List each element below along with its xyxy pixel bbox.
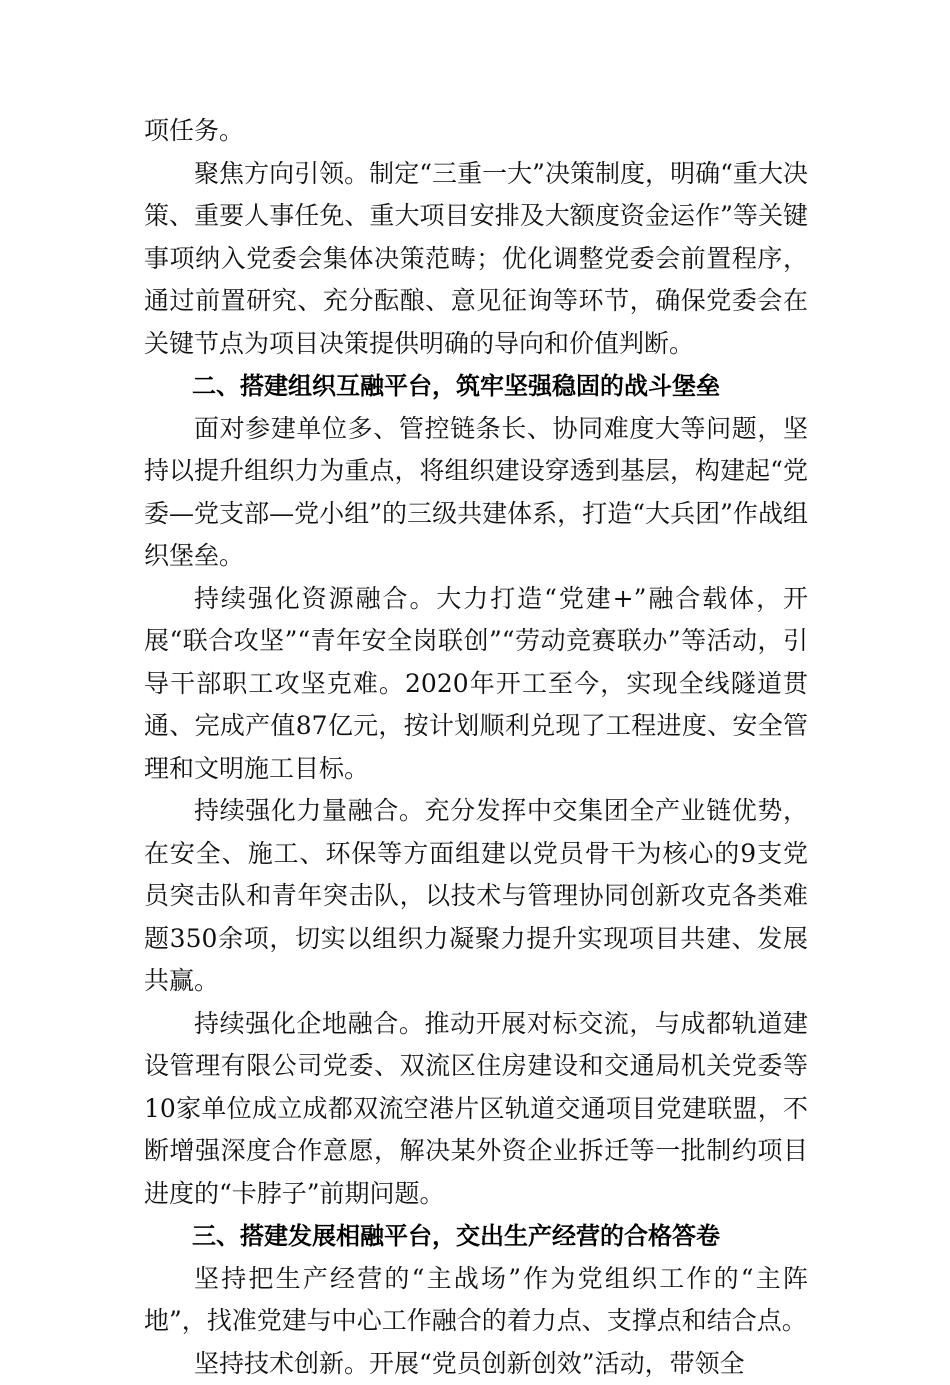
paragraph-focus-direction: 聚焦方向引领。制定“三重一大”决策制度，明确“重大决策、重要人事任免、重大项目安排及大额度资金运作”等关键事项纳入党委会集体决策范畴；优化调整党委会前置程序，通过前置研究、充分酝酿、意见征询等环节，确保党委会在关键节点为项目决策提供明确的导向和价值判断。 bbox=[144, 153, 808, 366]
paragraph-tech-innovation: 坚持技术创新。开展“党员创新创效”活动，带领全 bbox=[144, 1343, 808, 1385]
paragraph-enterprise-local-integration: 持续强化企地融合。推动开展对标交流，与成都轨道建设管理有限公司党委、双流区住房建设和交通局机关党委等10家单位成立成都双流空港片区轨道交通项目党建联盟，不断增强深度合作意愿，解决某外资企业拆迁等一批制约项目进度的“卡脖子”前期问题。 bbox=[144, 1003, 808, 1216]
section-heading-3: 三、搭建发展相融平台，交出生产经营的合格答卷 bbox=[144, 1215, 808, 1258]
document-body bbox=[144, 110, 808, 1385]
paragraph-continuation: 项任务。 bbox=[144, 110, 808, 153]
section-heading-2: 二、搭建组织互融平台，筑牢坚强稳固的战斗堡垒 bbox=[144, 365, 808, 408]
paragraph-force-integration: 持续强化力量融合。充分发挥中交集团全产业链优势，在安全、施工、环保等方面组建以党员骨干为核心的9支党员突击队和青年突击队，以技术与管理协同创新攻克各类难题350余项，切实以组织力凝聚力提升实现项目共建、发展共赢。 bbox=[144, 790, 808, 1003]
paragraph-section-3-intro: 坚持把生产经营的“主战场”作为党组织工作的“主阵地”，找准党建与中心工作融合的着力点、支撑点和结合点。 bbox=[144, 1258, 808, 1343]
paragraph-section-2-intro: 面对参建单位多、管控链条长、协同难度大等问题，坚持以提升组织力为重点，将组织建设穿透到基层，构建起“党委—党支部—党小组”的三级共建体系，打造“大兵团”作战组织堡垒。 bbox=[144, 408, 808, 578]
paragraph-resource-integration: 持续强化资源融合。大力打造“党建+”融合载体，开展“联合攻坚”“青年安全岗联创”“劳动竞赛联办”等活动，引导干部职工攻坚克难。2020年开工至今，实现全线隧道贯通、完成产值87亿元，按计划顺利兑现了工程进度、安全管理和文明施工目标。 bbox=[144, 578, 808, 791]
